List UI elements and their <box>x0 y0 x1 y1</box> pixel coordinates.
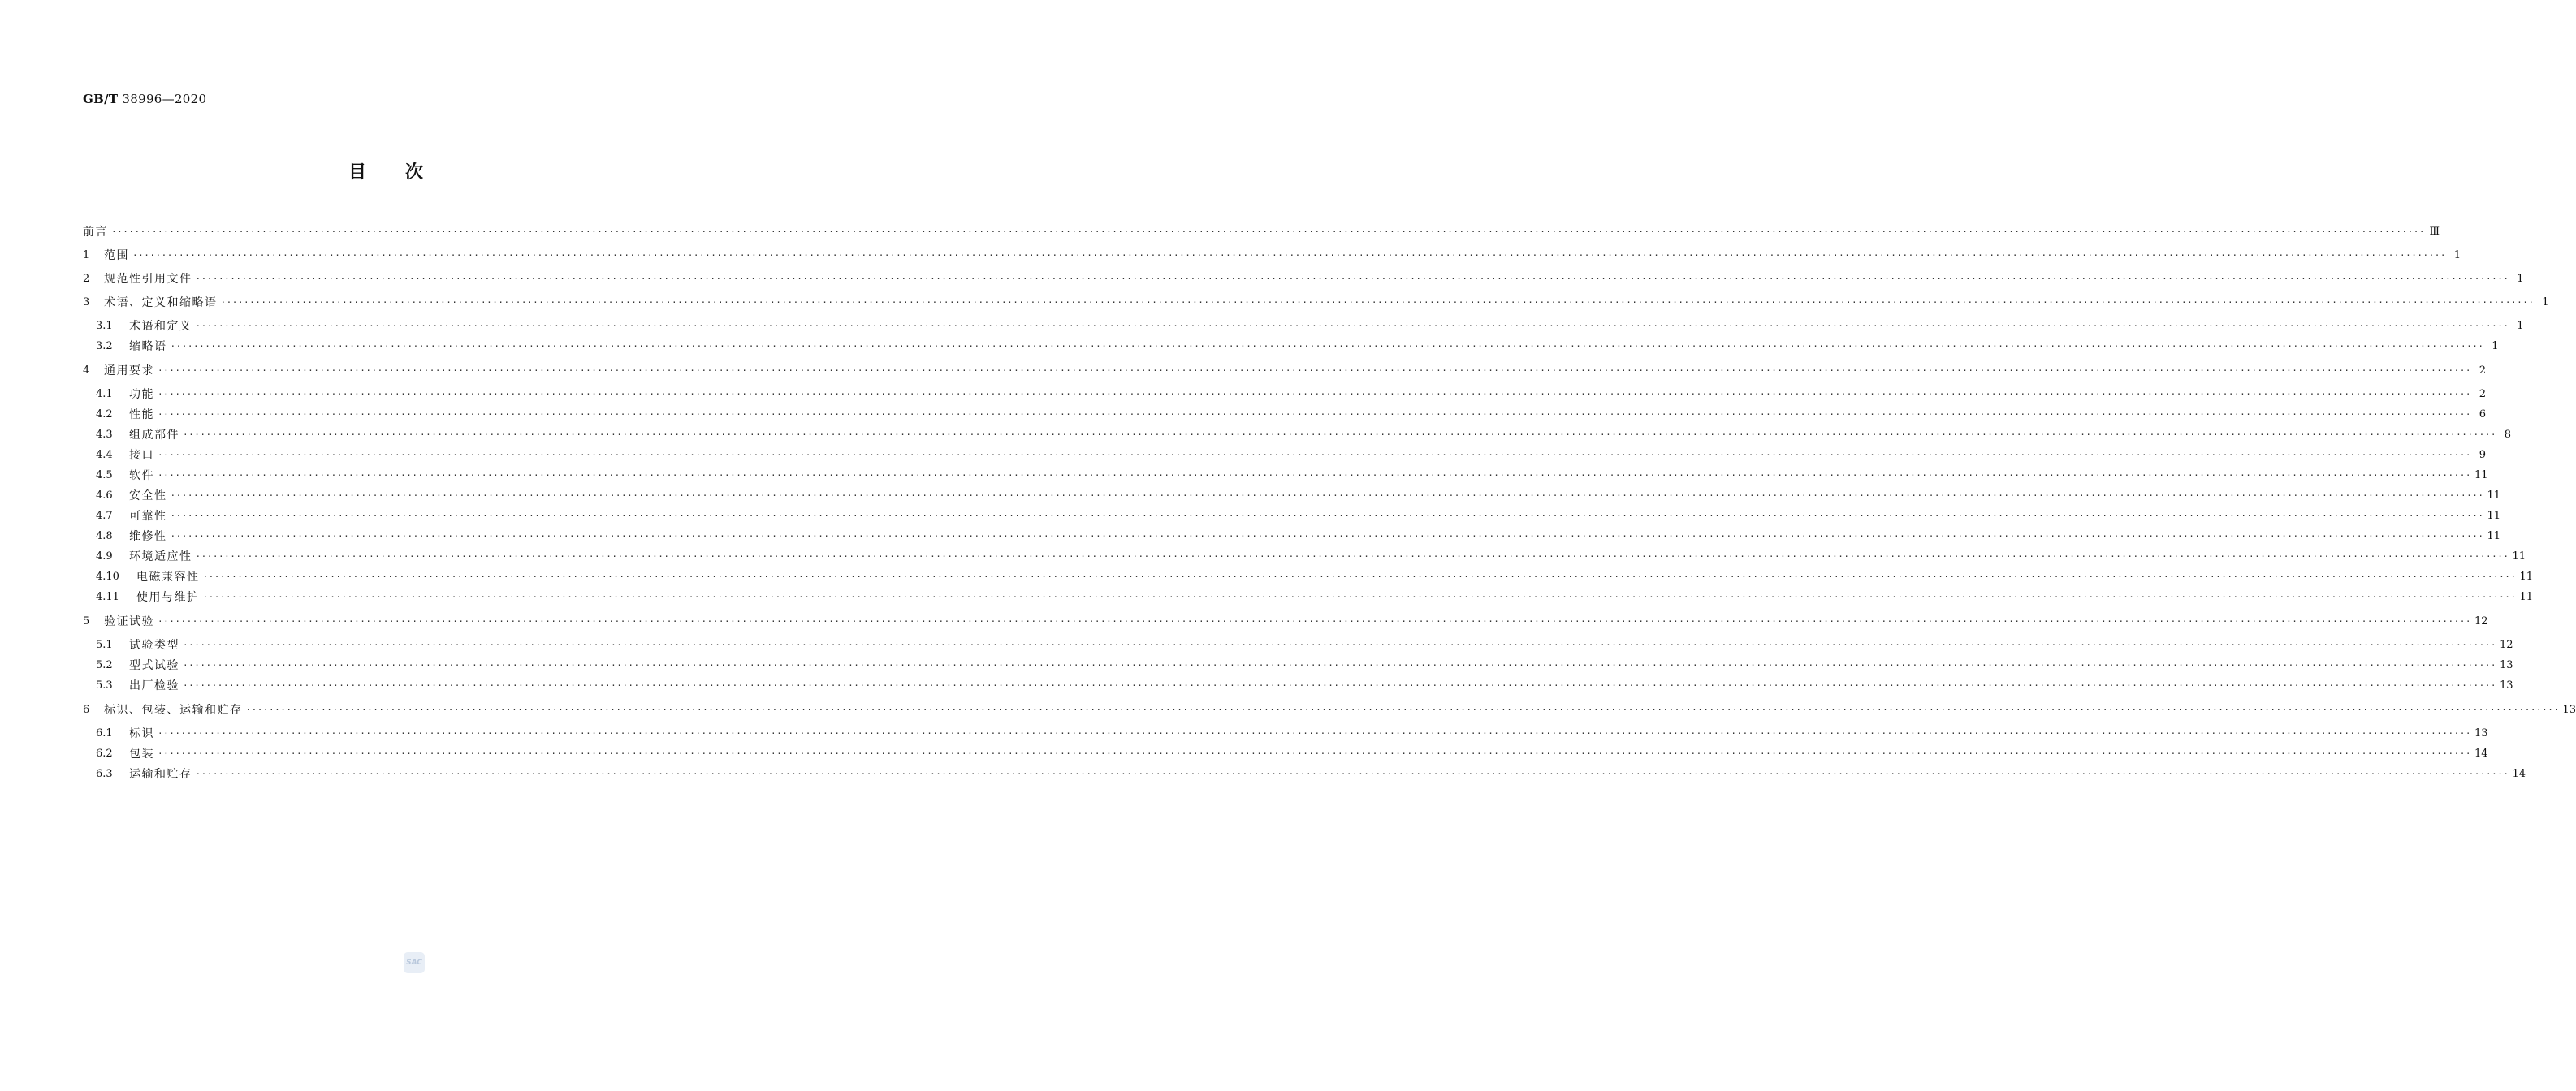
toc-entry-title: 术语、定义和缩略语 <box>104 296 218 309</box>
toc-entry-title: 环境适应性 <box>129 550 192 563</box>
toc-entry[interactable] <box>96 507 2501 525</box>
toc-dot-leader: ················································································································································································································································································································································································································ <box>202 571 2517 582</box>
toc-entry[interactable] <box>96 657 2513 675</box>
toc-dot-leader: ················································································································································································································································································································································································································ <box>158 616 2472 627</box>
toc-page-number: 12 <box>2500 639 2513 651</box>
toc-dot-leader: ················································································································································································································································································································································································································ <box>202 592 2517 602</box>
toc-entry[interactable] <box>96 426 2512 444</box>
toc-entry-number: 4.3 <box>96 429 113 441</box>
standard-number: 38996—2020 <box>122 92 207 106</box>
toc-dot-leader: ················································································································································································································································································································································································································ <box>170 511 2484 521</box>
toc-entry-title: 安全性 <box>129 489 167 502</box>
toc-entry-title: 维修性 <box>129 530 167 543</box>
toc-page-number: 13 <box>2474 727 2488 740</box>
toc-page-number: 6 <box>2479 408 2487 420</box>
toc-entry-title: 范围 <box>104 249 129 262</box>
toc-page-number: 11 <box>2519 591 2534 603</box>
toc-entry[interactable] <box>83 223 2440 241</box>
toc-entry-number: 6.1 <box>96 727 113 740</box>
toc-entry-number: 4.7 <box>96 510 113 522</box>
toc-entry-title: 标识 <box>129 727 154 740</box>
toc-dot-leader: ················································································································································································································································································································································································································ <box>195 769 2509 779</box>
toc-entry-title: 运输和贮存 <box>129 768 192 781</box>
toc-page-number: 14 <box>2512 768 2526 780</box>
toc-page-number: 11 <box>2474 469 2488 481</box>
toc-entry-number: 3 <box>83 296 90 308</box>
toc-entry[interactable] <box>83 247 2461 265</box>
toc-dot-leader: ················································································································································································································································································································································································································ <box>195 274 2509 284</box>
toc-page-number: 2 <box>2479 388 2487 400</box>
toc-entry-number: 5 <box>83 615 90 627</box>
toc-entry[interactable] <box>96 338 2499 356</box>
toc-entry[interactable] <box>83 362 2487 380</box>
toc-entry-title: 规范性引用文件 <box>104 273 192 286</box>
toc-entry[interactable] <box>96 446 2487 464</box>
toc-dot-leader: ················································································································································································································································································································································································································ <box>195 551 2509 562</box>
sac-watermark-logo: SAC <box>404 952 425 973</box>
toc-entry[interactable] <box>96 568 2534 586</box>
toc-entry[interactable] <box>96 677 2513 695</box>
toc-entry-number: 5.1 <box>96 639 113 651</box>
toc-entry-number: 4.5 <box>96 469 113 481</box>
toc-entry-title: 组成部件 <box>129 429 179 442</box>
toc-entry[interactable] <box>83 270 2524 288</box>
toc-entry-title: 标识、包装、运输和贮存 <box>104 704 243 717</box>
toc-entry[interactable] <box>83 701 2576 719</box>
toc-entry[interactable] <box>96 528 2501 546</box>
toc-dot-leader: ················································································································································································································································································································································································································ <box>132 250 2447 261</box>
toc-entry-title: 型式试验 <box>129 659 179 672</box>
toc-entry[interactable] <box>96 487 2501 505</box>
toc-page-number: 1 <box>2542 296 2549 308</box>
toc-dot-leader: ················································································································································································································································································································································································································ <box>183 429 2497 440</box>
toc-entry-title: 性能 <box>129 408 154 421</box>
toc-entry-number: 4.1 <box>96 388 113 400</box>
toc-dot-leader: ················································································································································································································································································································································································································ <box>111 226 2426 237</box>
toc-page-number: 1 <box>2492 340 2499 352</box>
toc-entry-number: 6 <box>83 704 90 716</box>
toc-page-number: 8 <box>2504 429 2512 441</box>
toc-entry[interactable] <box>96 765 2526 783</box>
toc-entry-title: 前言 <box>83 226 108 239</box>
toc-entry-number: 1 <box>83 249 90 261</box>
toc-dot-leader: ················································································································································································································································································································································································································ <box>158 470 2472 481</box>
toc-entry[interactable] <box>96 406 2487 424</box>
toc-page-number: 1 <box>2517 320 2524 332</box>
toc-entry-number: 3.2 <box>96 340 113 352</box>
toc-entry[interactable] <box>83 613 2488 631</box>
toc-dot-leader: ················································································································································································································································································································································································································ <box>158 728 2472 739</box>
toc-entry-title: 出厂检验 <box>129 679 179 692</box>
toc-entry[interactable] <box>96 386 2487 403</box>
toc-page-number: 13 <box>2562 704 2576 716</box>
toc-entry[interactable] <box>96 467 2488 485</box>
toc-dot-leader: ················································································································································································································································································································································································································ <box>158 450 2472 460</box>
toc-entry-title: 使用与维护 <box>136 591 200 604</box>
toc-dot-leader: ················································································································································································································································································································································································································ <box>183 680 2497 691</box>
toc-dot-leader: ················································································································································································································································································································································································································ <box>170 490 2484 501</box>
toc-entry-number: 4.11 <box>96 591 119 603</box>
toc-entry[interactable] <box>96 548 2526 566</box>
toc-entry-title: 功能 <box>129 388 154 401</box>
toc-page-number: 14 <box>2474 748 2488 760</box>
toc-entry-number: 4.4 <box>96 449 113 461</box>
toc-entry-number: 5.2 <box>96 659 113 671</box>
toc-page-number: 9 <box>2479 449 2487 461</box>
toc-page-number: 13 <box>2500 659 2513 671</box>
page-title: 目次 <box>348 162 462 183</box>
toc-dot-leader: ················································································································································································································································································································································································································ <box>195 321 2509 331</box>
toc-entry-number: 4.10 <box>96 571 119 583</box>
toc-entry-number: 6.2 <box>96 748 113 760</box>
toc-entry-number: 6.3 <box>96 768 113 780</box>
toc-dot-leader: ················································································································································································································································································································································································································ <box>158 389 2472 399</box>
toc-dot-leader: ················································································································································································································································································································································································································ <box>170 341 2484 351</box>
toc-entry-number: 4.9 <box>96 550 113 563</box>
toc-entry[interactable] <box>96 725 2488 743</box>
toc-entry[interactable] <box>83 294 2549 312</box>
toc-entry-number: 3.1 <box>96 320 113 332</box>
toc-entry[interactable] <box>96 317 2524 335</box>
toc-page-number: 11 <box>2487 530 2501 542</box>
toc-page-number: 12 <box>2474 615 2488 627</box>
toc-page-number: 11 <box>2487 489 2501 502</box>
toc-page-number: 13 <box>2500 679 2513 692</box>
toc-page-number: 1 <box>2453 249 2461 261</box>
toc-dot-leader: ················································································································································································································································································································································································································ <box>245 705 2560 715</box>
toc-entry-number: 2 <box>83 273 90 285</box>
toc-entry-number: 4 <box>83 364 90 377</box>
table-of-contents <box>83 0 2576 1091</box>
toc-dot-leader: ················································································································································································································································································································································································································ <box>183 640 2497 650</box>
toc-page-number: 11 <box>2519 571 2534 583</box>
toc-entry[interactable] <box>96 636 2513 654</box>
toc-page-number: 11 <box>2512 550 2526 563</box>
toc-entry-title: 软件 <box>129 469 154 482</box>
toc-page-number: 2 <box>2479 364 2487 377</box>
toc-entry-title: 包装 <box>129 748 154 761</box>
standard-prefix: GB/T <box>83 92 119 106</box>
toc-page-number: Ⅲ <box>2429 226 2440 238</box>
toc-dot-leader: ················································································································································································································································································································································································································ <box>158 748 2472 759</box>
toc-entry[interactable] <box>96 745 2488 763</box>
toc-dot-leader: ················································································································································································································································································································································································································ <box>158 365 2472 376</box>
toc-entry-title: 通用要求 <box>104 364 154 377</box>
toc-dot-leader: ················································································································································································································································································································································································································ <box>170 531 2484 541</box>
toc-page-number: 1 <box>2517 273 2524 285</box>
toc-entry-title: 术语和定义 <box>129 320 192 333</box>
toc-dot-leader: ················································································································································································································································································································································································································ <box>220 297 2535 308</box>
toc-entry-title: 可靠性 <box>129 510 167 523</box>
toc-entry-number: 5.3 <box>96 679 113 692</box>
toc-entry-title: 缩略语 <box>129 340 167 353</box>
toc-dot-leader: ················································································································································································································································································································································································································ <box>158 409 2472 420</box>
toc-entry-title: 试验类型 <box>129 639 179 652</box>
toc-entry-number: 4.8 <box>96 530 113 542</box>
toc-entry-number: 4.2 <box>96 408 113 420</box>
toc-page-number: 11 <box>2487 510 2501 522</box>
toc-entry-title: 接口 <box>129 449 154 462</box>
toc-entry-title: 电磁兼容性 <box>136 571 200 584</box>
toc-entry-title: 验证试验 <box>104 615 154 628</box>
toc-entry[interactable] <box>96 589 2534 606</box>
toc-dot-leader: ················································································································································································································································································································································································································ <box>183 660 2497 671</box>
toc-entry-number: 4.6 <box>96 489 113 502</box>
